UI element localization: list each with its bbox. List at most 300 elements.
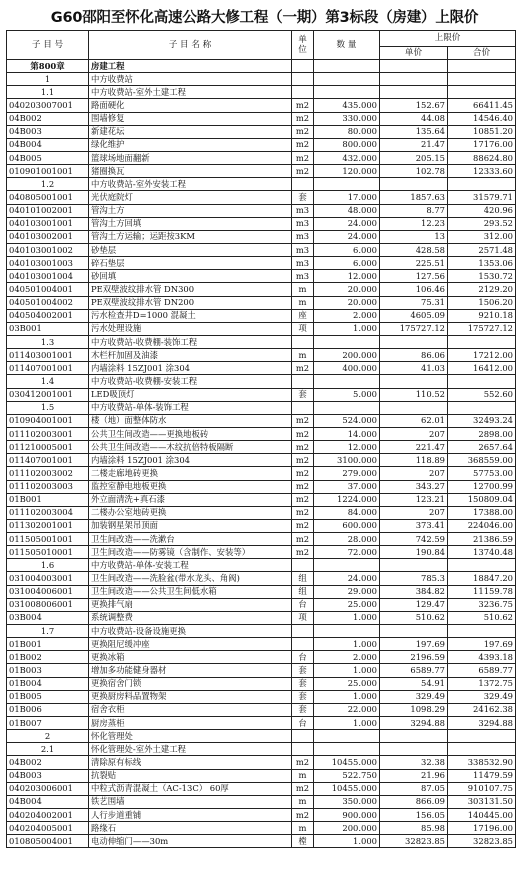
row-name: 卫生间改造——公共卫生间低水箱 [89, 585, 292, 598]
row-name: 管沟土方 [89, 204, 292, 217]
row-total: 3294.88 [448, 717, 516, 730]
row-unit: m3 [292, 204, 314, 217]
row-name: 木栏杆加固及油漆 [89, 349, 292, 362]
row-total: 2657.64 [448, 441, 516, 454]
row-total: 18847.20 [448, 572, 516, 585]
table-row [7, 677, 516, 690]
row-unit: m3 [292, 230, 314, 243]
row-unit: m3 [292, 257, 314, 270]
row-unit-price: 866.09 [380, 795, 448, 808]
row-name: 宿舍衣柜 [89, 703, 292, 716]
row-unit-price: 129.47 [380, 598, 448, 611]
row-total: 9210.18 [448, 309, 516, 322]
row-name: 清除原有标线 [89, 756, 292, 769]
table-row [7, 165, 516, 178]
table-row [7, 506, 516, 519]
row-qty [314, 625, 380, 638]
row-code: 040103001003 [7, 257, 89, 270]
header-unit: 单 位 [292, 31, 314, 60]
row-unit: m2 [292, 546, 314, 559]
row-code: 040103001002 [7, 243, 89, 256]
table-row [7, 480, 516, 493]
row-code: 040501004002 [7, 296, 89, 309]
row-code: 1.6 [7, 559, 89, 572]
table-row [7, 217, 516, 230]
row-name: 抗裂贴 [89, 769, 292, 782]
row-unit-price [380, 559, 448, 572]
row-qty: 1.000 [314, 664, 380, 677]
row-unit-price: 41.03 [380, 362, 448, 375]
table-row [7, 664, 516, 677]
row-unit: m2 [292, 480, 314, 493]
row-code: 04B002 [7, 112, 89, 125]
row-unit-price: 3294.88 [380, 717, 448, 730]
row-total [448, 401, 516, 414]
row-total: 3236.75 [448, 598, 516, 611]
row-unit-price [380, 73, 448, 86]
row-qty: 350.000 [314, 795, 380, 808]
row-qty [314, 730, 380, 743]
row-name: 管沟土方运输；运距按3KM [89, 230, 292, 243]
row-total: 12333.60 [448, 165, 516, 178]
row-unit: 套 [292, 703, 314, 716]
row-code: 030412001001 [7, 388, 89, 401]
row-total: 4393.18 [448, 651, 516, 664]
row-code: 031008006001 [7, 598, 89, 611]
row-unit-price [380, 178, 448, 191]
row-unit-price: 384.82 [380, 585, 448, 598]
row-total: 11479.59 [448, 769, 516, 782]
row-qty: 1.000 [314, 611, 380, 624]
row-unit: m2 [292, 427, 314, 440]
row-unit-price: 197.69 [380, 638, 448, 651]
row-unit [292, 375, 314, 388]
row-unit-price: 152.67 [380, 99, 448, 112]
row-name: 二楼走廊地砖更换 [89, 467, 292, 480]
row-unit: m2 [292, 533, 314, 546]
table-row [7, 769, 516, 782]
row-unit [292, 401, 314, 414]
row-unit-price: 221.47 [380, 441, 448, 454]
row-code: 011102003003 [7, 480, 89, 493]
row-unit-price: 86.06 [380, 349, 448, 362]
row-code: 040103001004 [7, 270, 89, 283]
row-unit: m3 [292, 243, 314, 256]
row-total [448, 559, 516, 572]
row-total [448, 375, 516, 388]
row-name: 更换排气扇 [89, 598, 292, 611]
row-unit-price: 6589.77 [380, 664, 448, 677]
row-qty [314, 60, 380, 73]
table-row [7, 125, 516, 138]
row-qty: 24.000 [314, 217, 380, 230]
table-row [7, 638, 516, 651]
row-qty: 6.000 [314, 243, 380, 256]
row-name: 路缘石 [89, 822, 292, 835]
row-qty: 12.000 [314, 270, 380, 283]
row-unit-price: 205.15 [380, 151, 448, 164]
table-row [7, 178, 516, 191]
table-row [7, 454, 516, 467]
row-unit: m2 [292, 454, 314, 467]
table-row [7, 441, 516, 454]
row-name: 更换宿舍门锁 [89, 677, 292, 690]
row-qty: 200.000 [314, 822, 380, 835]
row-total: 57753.00 [448, 467, 516, 480]
row-total: 24162.38 [448, 703, 516, 716]
row-qty: 12.000 [314, 441, 380, 454]
table-row [7, 585, 516, 598]
row-code: 第800章 [7, 60, 89, 73]
table-row [7, 493, 516, 506]
row-code: 2.1 [7, 743, 89, 756]
row-unit: m [292, 349, 314, 362]
row-unit: 台 [292, 598, 314, 611]
row-unit: m3 [292, 270, 314, 283]
row-qty: 84.000 [314, 506, 380, 519]
row-qty: 800.000 [314, 138, 380, 151]
header-limit: 上限价 [380, 31, 516, 47]
row-total: 1353.06 [448, 257, 516, 270]
row-unit [292, 178, 314, 191]
row-total: 31579.71 [448, 191, 516, 204]
row-qty [314, 178, 380, 191]
row-unit: m2 [292, 151, 314, 164]
row-code: 011102003002 [7, 467, 89, 480]
row-total: 420.96 [448, 204, 516, 217]
row-unit-price: 106.46 [380, 283, 448, 296]
row-total: 6589.77 [448, 664, 516, 677]
row-unit-price: 329.49 [380, 690, 448, 703]
row-name: 中方收费站-单体-装饰工程 [89, 401, 292, 414]
row-qty: 1.000 [314, 322, 380, 335]
row-name: 光伏庭院灯 [89, 191, 292, 204]
row-unit-price [380, 86, 448, 99]
table-row [7, 519, 516, 532]
table-row [7, 625, 516, 638]
row-name: LED吸顶灯 [89, 388, 292, 401]
row-total: 338532.90 [448, 756, 516, 769]
row-name: 内墙涂料 15ZJ001 涂304 [89, 362, 292, 375]
row-total: 1506.20 [448, 296, 516, 309]
table-row [7, 533, 516, 546]
row-name: 监控室静电地板更换 [89, 480, 292, 493]
row-unit-price [380, 60, 448, 73]
row-total [448, 60, 516, 73]
row-code: 010901001001 [7, 165, 89, 178]
row-unit: m2 [292, 112, 314, 125]
row-unit-price: 127.56 [380, 270, 448, 283]
row-code: 01B006 [7, 703, 89, 716]
row-name: 公共卫生间改造——木纹抗倍特板隔断 [89, 441, 292, 454]
row-name: 中方收费站 [89, 73, 292, 86]
row-total [448, 178, 516, 191]
row-code: 040203007001 [7, 99, 89, 112]
row-name: 二楼办公室地砖更换 [89, 506, 292, 519]
row-total: 16412.00 [448, 362, 516, 375]
table-row [7, 795, 516, 808]
row-unit-price: 135.64 [380, 125, 448, 138]
row-qty: 279.000 [314, 467, 380, 480]
row-qty: 330.000 [314, 112, 380, 125]
header-unit-price: 单价 [380, 47, 448, 60]
row-code: 2 [7, 730, 89, 743]
row-name: 新建花坛 [89, 125, 292, 138]
table-row [7, 151, 516, 164]
row-unit-price: 32823.85 [380, 835, 448, 848]
table-row [7, 559, 516, 572]
row-qty: 432.000 [314, 151, 380, 164]
row-qty: 72.000 [314, 546, 380, 559]
row-name: 系统调整费 [89, 611, 292, 624]
row-code: 010904001001 [7, 414, 89, 427]
row-code: 03B001 [7, 322, 89, 335]
row-name: 中粒式沥青混凝土（AC-13C） 60厚 [89, 782, 292, 795]
row-qty: 120.000 [314, 165, 380, 178]
row-code: 01B005 [7, 690, 89, 703]
row-total: 368559.00 [448, 454, 516, 467]
row-unit: m2 [292, 414, 314, 427]
row-unit: 台 [292, 717, 314, 730]
row-name: 围墙修复 [89, 112, 292, 125]
row-unit [292, 559, 314, 572]
row-unit-price: 373.41 [380, 519, 448, 532]
row-unit [292, 60, 314, 73]
price-table [6, 30, 516, 848]
row-total: 17388.00 [448, 506, 516, 519]
row-total: 32493.24 [448, 414, 516, 427]
row-name: 楼（地）面整体防水 [89, 414, 292, 427]
row-name: 厨房蒸柜 [89, 717, 292, 730]
row-unit: 套 [292, 388, 314, 401]
row-unit: m2 [292, 756, 314, 769]
row-qty: 10455.000 [314, 782, 380, 795]
row-code: 011403001001 [7, 349, 89, 362]
row-code: 040504002001 [7, 309, 89, 322]
row-unit-price: 4605.09 [380, 309, 448, 322]
row-code: 1.3 [7, 335, 89, 348]
row-qty: 37.000 [314, 480, 380, 493]
row-unit-price [380, 730, 448, 743]
row-total [448, 73, 516, 86]
table-row [7, 60, 516, 73]
row-qty: 1.000 [314, 717, 380, 730]
row-total [448, 730, 516, 743]
row-qty: 3100.000 [314, 454, 380, 467]
row-qty: 1.000 [314, 690, 380, 703]
table-row [7, 257, 516, 270]
row-unit-price: 85.98 [380, 822, 448, 835]
row-total: 17176.00 [448, 138, 516, 151]
row-code: 040805001001 [7, 191, 89, 204]
row-total: 17196.00 [448, 822, 516, 835]
row-code: 011302001001 [7, 519, 89, 532]
row-name: 电动伸缩门——30m [89, 835, 292, 848]
row-total: 552.60 [448, 388, 516, 401]
row-code: 04B005 [7, 151, 89, 164]
row-code: 04B002 [7, 756, 89, 769]
row-total: 1372.75 [448, 677, 516, 690]
table-row [7, 703, 516, 716]
row-name: PE双壁波纹排水管 DN200 [89, 296, 292, 309]
row-unit-price: 428.58 [380, 243, 448, 256]
row-total: 11159.78 [448, 585, 516, 598]
row-unit-price: 2196.59 [380, 651, 448, 664]
row-unit-price [380, 625, 448, 638]
row-unit: 樘 [292, 835, 314, 848]
row-unit-price: 8.77 [380, 204, 448, 217]
row-code: 040203006001 [7, 782, 89, 795]
row-unit: m2 [292, 493, 314, 506]
row-unit-price: 785.3 [380, 572, 448, 585]
row-name: 更换冰箱 [89, 651, 292, 664]
table-row [7, 349, 516, 362]
row-unit: 台 [292, 651, 314, 664]
row-unit: m [292, 283, 314, 296]
table-row [7, 270, 516, 283]
table-row [7, 467, 516, 480]
row-unit [292, 73, 314, 86]
row-name: 管沟土方回填 [89, 217, 292, 230]
table-row [7, 401, 516, 414]
row-name: 篮球场地面翻新 [89, 151, 292, 164]
row-qty: 2.000 [314, 651, 380, 664]
row-unit: 套 [292, 690, 314, 703]
row-code: 010805004001 [7, 835, 89, 848]
row-name: 更换厨房料品置物架 [89, 690, 292, 703]
row-qty [314, 86, 380, 99]
row-unit: m2 [292, 441, 314, 454]
row-qty: 600.000 [314, 519, 380, 532]
row-unit-price: 62.01 [380, 414, 448, 427]
table-body [7, 60, 516, 848]
row-unit [292, 86, 314, 99]
header-qty: 数 量 [314, 31, 380, 60]
row-total: 140445.00 [448, 809, 516, 822]
row-name: 中方收费站-室外土建工程 [89, 86, 292, 99]
row-name: 绿化维护 [89, 138, 292, 151]
row-total: 329.49 [448, 690, 516, 703]
table-row [7, 73, 516, 86]
row-unit-price: 87.05 [380, 782, 448, 795]
row-code: 04B004 [7, 795, 89, 808]
table-row [7, 322, 516, 335]
row-name: 怀化管理处 [89, 730, 292, 743]
row-code: 011102003004 [7, 506, 89, 519]
row-total: 197.69 [448, 638, 516, 651]
table-row [7, 690, 516, 703]
row-unit-price: 118.89 [380, 454, 448, 467]
table-row [7, 309, 516, 322]
row-unit-price: 510.62 [380, 611, 448, 624]
row-code: 031004003001 [7, 572, 89, 585]
row-code: 011210005001 [7, 441, 89, 454]
row-qty [314, 559, 380, 572]
row-unit: m2 [292, 165, 314, 178]
row-qty: 2.000 [314, 309, 380, 322]
row-total: 150809.04 [448, 493, 516, 506]
row-name: 外立面清洗+真石漆 [89, 493, 292, 506]
row-unit [292, 743, 314, 756]
row-qty: 1.000 [314, 638, 380, 651]
row-code: 040103002001 [7, 230, 89, 243]
table-row [7, 598, 516, 611]
row-qty: 22.000 [314, 703, 380, 716]
row-unit: m2 [292, 467, 314, 480]
row-unit-price: 207 [380, 467, 448, 480]
table-row [7, 138, 516, 151]
row-unit-price: 343.27 [380, 480, 448, 493]
row-unit-price [380, 743, 448, 756]
row-unit-price: 44.08 [380, 112, 448, 125]
row-unit-price: 190.84 [380, 546, 448, 559]
row-unit-price [380, 375, 448, 388]
table-row [7, 822, 516, 835]
row-unit: m2 [292, 782, 314, 795]
row-total: 224046.00 [448, 519, 516, 532]
table-row [7, 112, 516, 125]
row-unit-price: 102.78 [380, 165, 448, 178]
row-qty: 24.000 [314, 230, 380, 243]
row-name: 卫生间改造——防雾镜（含制作、安装等） [89, 546, 292, 559]
row-name: 中方收费站-收费棚-安装工程 [89, 375, 292, 388]
row-name: 内墙涂料 15ZJ001 涂304 [89, 454, 292, 467]
row-unit: 座 [292, 309, 314, 322]
row-name: 中方收费站-收费棚-装饰工程 [89, 335, 292, 348]
row-total: 17212.00 [448, 349, 516, 362]
row-code: 04B003 [7, 125, 89, 138]
table-row [7, 243, 516, 256]
row-unit [292, 625, 314, 638]
row-name: 房建工程 [89, 60, 292, 73]
row-qty: 14.000 [314, 427, 380, 440]
row-qty: 20.000 [314, 296, 380, 309]
row-qty [314, 401, 380, 414]
table-row [7, 427, 516, 440]
row-unit-price: 175727.12 [380, 322, 448, 335]
row-code: 01B001 [7, 638, 89, 651]
row-code: 01B004 [7, 677, 89, 690]
row-qty: 24.000 [314, 572, 380, 585]
row-code: 011505001001 [7, 533, 89, 546]
row-total: 1530.72 [448, 270, 516, 283]
row-total: 21386.59 [448, 533, 516, 546]
header-name: 子 目 名 称 [89, 31, 292, 60]
table-row [7, 99, 516, 112]
row-qty: 5.000 [314, 388, 380, 401]
row-qty: 522.750 [314, 769, 380, 782]
row-qty: 200.000 [314, 349, 380, 362]
row-code: 040204005001 [7, 822, 89, 835]
row-unit-price: 225.51 [380, 257, 448, 270]
row-unit: m2 [292, 809, 314, 822]
row-unit: 项 [292, 322, 314, 335]
row-total [448, 743, 516, 756]
table-row [7, 375, 516, 388]
row-name: 污水检查井D=1000 混凝土 [89, 309, 292, 322]
row-code: 1.2 [7, 178, 89, 191]
row-unit: 套 [292, 664, 314, 677]
row-total: 66411.45 [448, 99, 516, 112]
row-unit: m [292, 769, 314, 782]
table-row [7, 335, 516, 348]
row-name: 怀化管理处-室外土建工程 [89, 743, 292, 756]
row-qty [314, 335, 380, 348]
row-qty: 10455.000 [314, 756, 380, 769]
row-code: 040103001001 [7, 217, 89, 230]
row-unit-price: 123.21 [380, 493, 448, 506]
table-row [7, 743, 516, 756]
